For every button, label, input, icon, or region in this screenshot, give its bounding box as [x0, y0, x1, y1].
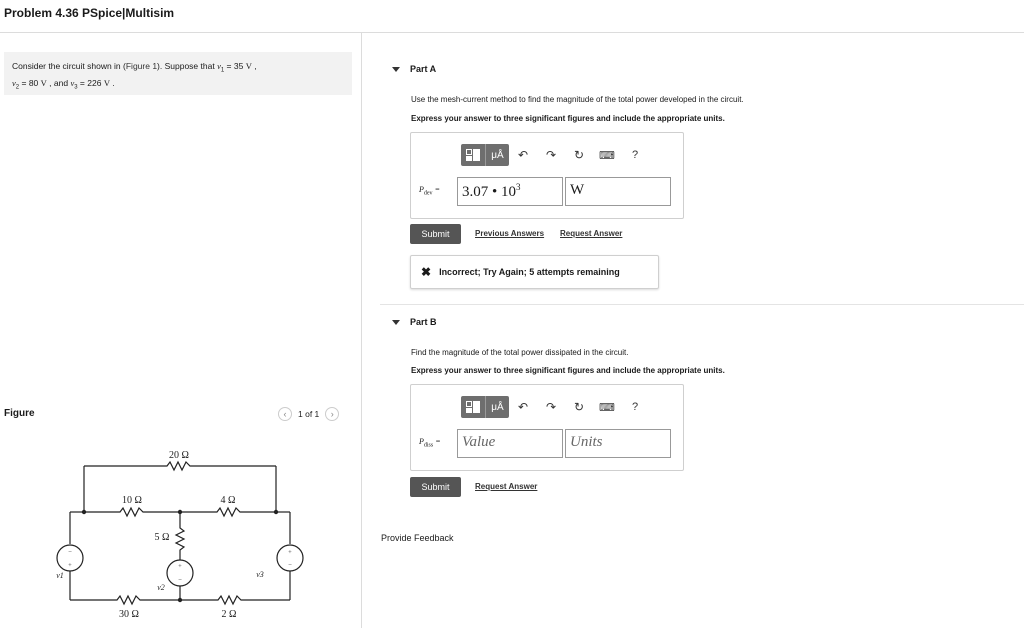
next-figure-button[interactable]: › — [325, 407, 339, 421]
src-right-label: v3 — [256, 570, 264, 579]
prev-figure-button[interactable]: ‹ — [278, 407, 292, 421]
caret-down-icon — [392, 67, 400, 72]
svg-text:+: + — [68, 562, 72, 569]
svg-text:−: − — [178, 577, 182, 584]
part-a-units-input[interactable]: W — [565, 177, 671, 206]
p-dev-label: $P_{dev}$ = — [419, 185, 440, 197]
v2-value: 80 — [28, 77, 39, 88]
header-divider — [0, 32, 1024, 33]
figure-header: Figure — [4, 408, 35, 419]
part-divider — [380, 304, 1024, 305]
part-b-instruction: Find the magnitude of the total power dissipated in the circuit. — [411, 348, 629, 357]
r-bottom-right-label: 2 Ω — [221, 609, 237, 620]
keyboard-icon[interactable]: ⌨ — [599, 401, 615, 414]
figure-link[interactable]: Figure 1 — [125, 61, 158, 71]
figure-pager — [278, 407, 339, 421]
part-a-instruction: Use the mesh-current method to find the magnitude of the total power developed in the circuit. — [411, 95, 744, 104]
part-b-toolbar — [461, 396, 649, 418]
svg-text:+: + — [178, 563, 182, 570]
part-b-request-answer-link[interactable]: Request Answer — [475, 482, 538, 491]
undo-icon[interactable]: ↶ — [517, 400, 529, 414]
svg-text:−: − — [68, 549, 72, 556]
part-b-express: Express your answer to three significant figures and include the appropriate units. — [411, 366, 725, 375]
part-b-units-input[interactable]: Units — [565, 429, 671, 458]
part-a-request-answer-link[interactable]: Request Answer — [560, 229, 623, 238]
part-a-express: Express your answer to three significant figures and include the appropriate units. — [411, 114, 725, 123]
part-b-value-input[interactable]: Value — [457, 429, 563, 458]
keyboard-icon[interactable]: ⌨ — [599, 149, 615, 162]
template-icon[interactable] — [461, 144, 485, 166]
incorrect-x-icon: ✖ — [421, 265, 432, 279]
part-b-submit-button[interactable]: Submit — [410, 477, 461, 497]
src-center-label: v2 — [157, 583, 165, 592]
part-a-feedback: ✖ Incorrect; Try Again; 5 attempts remaining — [410, 255, 659, 289]
part-a-submit-button[interactable]: Submit — [410, 224, 461, 244]
p-diss-label: $P_{diss}$ = — [419, 437, 441, 449]
part-a-header[interactable]: Part A — [392, 64, 436, 74]
page-title: Problem 4.36 PSpice|Multisim — [4, 6, 175, 20]
r-center-label: 5 Ω — [154, 532, 170, 543]
r-bottom-left-label: 30 Ω — [119, 609, 139, 620]
circuit-diagram — [50, 440, 310, 628]
pager-text: 1 of 1 — [298, 409, 320, 419]
r-top-label: 20 Ω — [169, 450, 189, 461]
part-a-value-input[interactable]: 3.07 • $10^3$ — [457, 177, 563, 206]
svg-text:−: − — [288, 562, 292, 569]
previous-answers-link[interactable]: Previous Answers — [475, 229, 545, 238]
part-a-answer-box — [410, 132, 684, 219]
template-icon[interactable] — [461, 396, 485, 418]
part-b-answer-box — [410, 384, 684, 471]
reset-icon[interactable]: ↻ — [573, 148, 585, 162]
v1-value: 35 — [233, 61, 244, 71]
r-left-label: 10 Ω — [122, 495, 142, 506]
redo-icon[interactable]: ↷ — [545, 148, 557, 162]
v3-value: 226 — [87, 77, 102, 88]
units-button[interactable]: μÅ — [485, 396, 509, 418]
provide-feedback-link[interactable]: Provide Feedback — [381, 533, 454, 543]
src-left-label: v1 — [56, 571, 64, 580]
column-divider — [361, 32, 362, 628]
help-icon[interactable]: ? — [631, 401, 639, 413]
r-mid-right-label: 4 Ω — [220, 495, 236, 506]
part-b-header[interactable]: Part B — [392, 317, 437, 327]
svg-text:+: + — [288, 549, 292, 556]
undo-icon[interactable]: ↶ — [517, 148, 529, 162]
caret-down-icon — [392, 320, 400, 325]
part-a-toolbar — [461, 144, 649, 166]
problem-statement: Consider the circuit shown in (Figure 1). Suppose that $v_1 = 35$ V , $v_2 = 80$ V , and $v_3 = 226$ V . — [4, 52, 352, 95]
units-button[interactable]: μÅ — [485, 144, 509, 166]
help-icon[interactable]: ? — [631, 149, 639, 161]
redo-icon[interactable]: ↷ — [545, 400, 557, 414]
reset-icon[interactable]: ↻ — [573, 400, 585, 414]
